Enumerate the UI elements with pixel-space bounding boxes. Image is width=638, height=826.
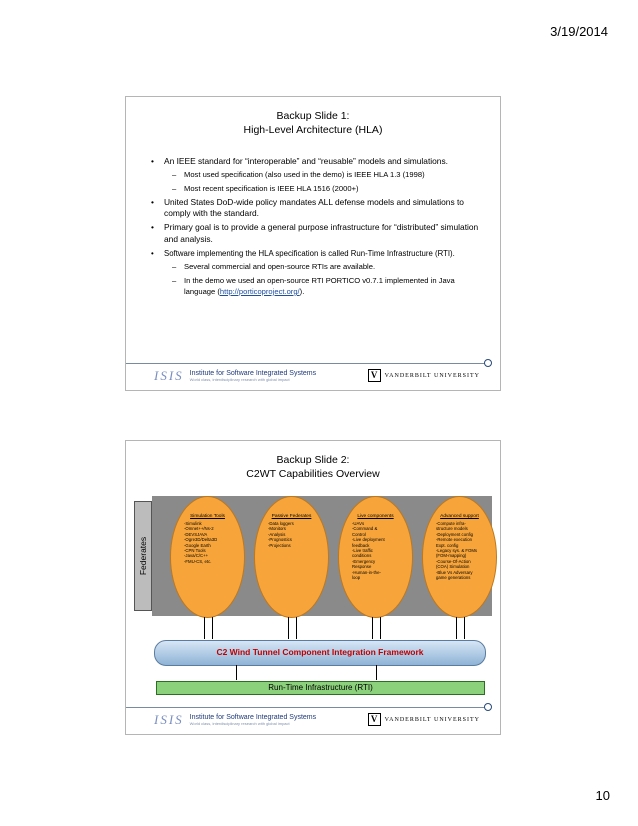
group-item: -Java/C/C++ xyxy=(184,553,209,559)
sub-bullet-item xyxy=(148,275,482,298)
connector-arrow xyxy=(372,617,373,639)
group-item: feedback xyxy=(352,542,370,548)
group-items xyxy=(268,521,323,548)
group-item: -Live deployment xyxy=(352,537,385,543)
slide-title-line1: Backup Slide 1: xyxy=(276,110,350,122)
vanderbilt-logo xyxy=(368,369,480,382)
group-title: Advanced support xyxy=(440,514,479,519)
bullet-item: • United States DoD-wide policy mandates ALL defense models and simulations to comply with the standard. xyxy=(148,197,482,220)
group-item: -Emergency xyxy=(352,558,376,564)
footer-dot xyxy=(484,703,492,711)
bullet-item: • Primary goal is to provide a general purpose infrastructure for “distributed” simulation and analysis. xyxy=(148,222,482,245)
group-item: -Prognostics xyxy=(268,537,292,543)
federate-group-simulation-tools xyxy=(170,496,245,618)
connector-arrow xyxy=(204,617,205,639)
federate-group-advanced-support xyxy=(422,496,497,618)
slide-title xyxy=(126,109,500,137)
isis-tagline: World class, interdisciplinary research with global impact xyxy=(189,721,290,726)
group-item: -Analysis xyxy=(268,531,286,537)
group-item: -Blue Vs Adversary xyxy=(436,569,473,575)
rti-label: Run-Time Infrastructure (RTI) xyxy=(268,683,373,692)
group-item: Expt. config xyxy=(436,542,459,548)
print-date: 3/19/2014 xyxy=(550,24,608,39)
vanderbilt-logo xyxy=(368,713,480,726)
federate-group-live-components xyxy=(338,496,413,618)
group-item: Control xyxy=(352,531,366,537)
group-item: -Human-in-the- xyxy=(352,569,381,575)
group-item: -Ogre3D/Delta3D xyxy=(184,537,218,543)
group-items xyxy=(184,521,239,564)
connector-arrow xyxy=(288,617,289,639)
framework-label: C2 Wind Tunnel Component Integration Framework xyxy=(216,647,424,657)
group-item: -UAVs xyxy=(352,521,365,526)
connector-arrow xyxy=(296,617,297,639)
isis-logo xyxy=(154,368,316,384)
portico-link[interactable]: http://porticoproject.org/ xyxy=(219,286,300,296)
group-item: -Data loggers xyxy=(268,521,294,526)
group-items xyxy=(436,521,491,580)
sub-bullet-item: – Several commercial and open-source RTIs are available. xyxy=(148,261,482,272)
group-item: -Course-Of-Action xyxy=(436,558,471,564)
connector-arrow xyxy=(456,617,457,639)
slide-c2wt xyxy=(125,440,501,735)
group-item: game generations xyxy=(436,575,471,581)
group-item: structure models xyxy=(436,526,468,532)
group-item: loop xyxy=(352,575,361,581)
isis-logo xyxy=(154,712,316,728)
footer-dot xyxy=(484,359,492,367)
group-title: Simulation Tools xyxy=(190,514,225,519)
group-title: Passive Federates xyxy=(271,514,312,519)
group-item: -Google Earth xyxy=(184,542,211,548)
group-item: -Monitors xyxy=(268,526,286,532)
bullet-item: • An IEEE standard for “interoperable” and “reusable” models and simulations. xyxy=(148,156,482,167)
slide-title-line1: Backup Slide 2: xyxy=(276,454,350,466)
group-item: -Live traffic xyxy=(352,548,373,554)
isis-name: Institute for Software Integrated Systems xyxy=(189,370,317,377)
group-item: -Projections xyxy=(268,542,291,548)
slide-title xyxy=(126,453,500,481)
integration-framework-pipe xyxy=(154,640,486,666)
group-item: -DEVSJAVA xyxy=(184,531,208,537)
sub-bullet-item: – Most used specification (also used in the demo) is IEEE HLA 1.3 (1998) xyxy=(148,169,482,180)
rti-arrow xyxy=(376,665,377,680)
slide-title-line2: High-Level Architecture (HLA) xyxy=(243,124,383,136)
bullet-list xyxy=(148,153,482,297)
group-item: -Command & xyxy=(352,526,378,532)
text-run: In the demo we used an open-source RTI PORTICO v0.7.1 implemented in Java language ( xyxy=(184,275,455,296)
isis-name: Institute for Software Integrated Systems xyxy=(189,714,317,721)
sub-bullet-item: – Most recent specification is IEEE HLA 1516 (2000+) xyxy=(148,183,482,194)
slide-title-line2: C2WT Capabilities Overview xyxy=(246,468,380,480)
vanderbilt-mark: V xyxy=(368,369,381,382)
isis-mark: ISIS xyxy=(154,368,184,383)
footer-divider xyxy=(126,363,490,364)
connector-arrow xyxy=(464,617,465,639)
group-items xyxy=(352,521,407,580)
footer-divider xyxy=(126,707,490,708)
bullet-item: • Software implementing the HLA specification is called Run-Time Infrastructure (RTI). xyxy=(148,248,482,259)
vanderbilt-mark: V xyxy=(368,713,381,726)
group-item: conditions xyxy=(352,553,372,559)
group-item: -Legacy sys. & FOMs xyxy=(436,548,478,554)
federate-group-passive-federates xyxy=(254,496,329,618)
group-item: -FMU-CS, etc. xyxy=(184,558,212,564)
vanderbilt-name: VANDERBILT UNIVERSITY xyxy=(384,372,480,379)
group-item: -Omnet++/Ns-2 xyxy=(184,526,214,532)
connector-arrow xyxy=(212,617,213,639)
vanderbilt-name: VANDERBILT UNIVERSITY xyxy=(384,716,480,723)
text-run: ). xyxy=(299,286,305,296)
slide-hla xyxy=(125,96,501,391)
rti-bar xyxy=(156,681,485,695)
group-item: -CPN Tools xyxy=(184,548,206,554)
rti-arrow xyxy=(236,665,237,680)
group-item: -Compute infra- xyxy=(436,521,466,526)
isis-tagline: World class, interdisciplinary research with global impact xyxy=(189,377,290,382)
federates-label-box xyxy=(134,501,152,611)
group-item: Response xyxy=(352,564,372,570)
group-item: -Remote execution xyxy=(436,537,473,543)
group-item: (FOM-mapping) xyxy=(436,553,467,559)
group-title: Live components xyxy=(357,514,394,519)
group-item: (COA) Simulation xyxy=(436,564,470,570)
connector-arrow xyxy=(380,617,381,639)
group-item: -Deployment config xyxy=(436,531,474,537)
isis-mark: ISIS xyxy=(154,712,184,727)
group-item: -Simulink xyxy=(184,521,202,526)
page-number: 10 xyxy=(595,788,610,803)
federates-label: Federates xyxy=(138,536,148,576)
